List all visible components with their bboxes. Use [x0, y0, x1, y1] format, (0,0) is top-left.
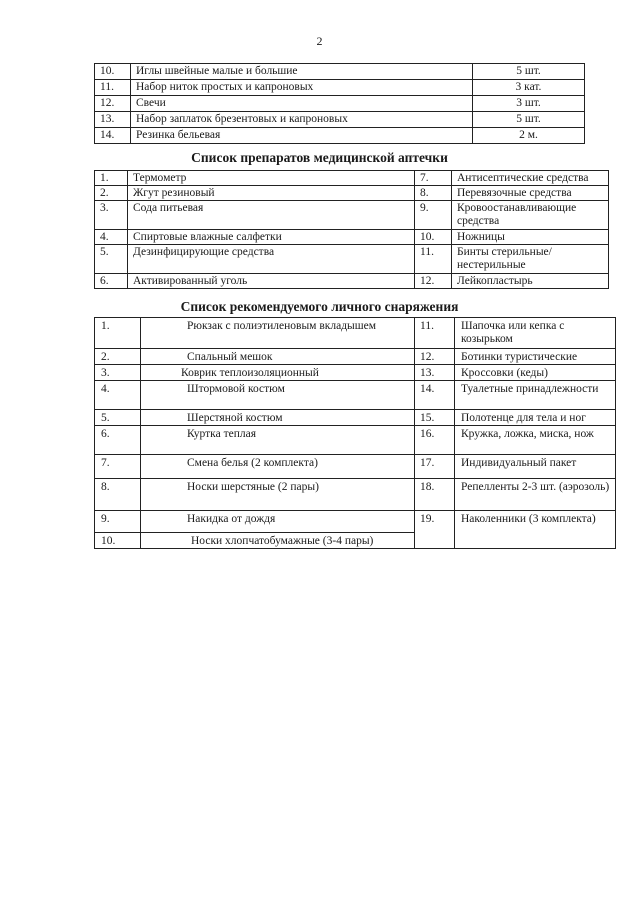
table-row	[95, 318, 616, 349]
item-name: Термометр	[128, 171, 415, 186]
item-quantity: 5 шт.	[473, 112, 585, 128]
table-row	[95, 230, 609, 245]
item-name: Жгут резиновый	[128, 186, 415, 201]
item-name: Дезинфицирующие средства	[128, 245, 415, 274]
item-name: Коврик теплоизоляционный	[141, 365, 415, 381]
row-number: 9.	[415, 201, 452, 230]
item-name: Ножницы	[452, 230, 609, 245]
item-name: Наколенники (3 комплекта)	[455, 511, 616, 549]
table-row	[95, 64, 585, 80]
item-name: Шапочка или кепка с козырьком	[455, 318, 616, 349]
table-row	[95, 245, 609, 274]
row-number: 16.	[415, 426, 455, 455]
row-number: 11.	[95, 80, 131, 96]
row-number: 15.	[415, 410, 455, 426]
row-number: 10.	[415, 230, 452, 245]
row-number: 9.	[95, 511, 141, 533]
table-row	[95, 128, 585, 144]
item-name: Резинка бельевая	[131, 128, 473, 144]
row-number: 6.	[95, 426, 141, 455]
table-row	[95, 274, 609, 289]
row-number: 13.	[95, 112, 131, 128]
row-number: 11.	[415, 318, 455, 349]
row-number: 3.	[95, 201, 128, 230]
row-number: 4.	[95, 381, 141, 410]
item-name: Бинты стерильные/нестерильные	[452, 245, 609, 274]
row-number: 1.	[95, 318, 141, 349]
item-quantity: 2 м.	[473, 128, 585, 144]
item-name: Кроссовки (кеды)	[455, 365, 616, 381]
row-number: 12.	[95, 96, 131, 112]
personal-gear-table	[94, 317, 616, 549]
item-quantity: 5 шт.	[473, 64, 585, 80]
row-number: 19.	[415, 511, 455, 549]
item-quantity: 3 кат.	[473, 80, 585, 96]
row-number: 8.	[95, 479, 141, 511]
table-row	[95, 112, 585, 128]
row-number: 5.	[95, 245, 128, 274]
item-name: Свечи	[131, 96, 473, 112]
medical-kit-table	[94, 170, 609, 289]
item-name: Шерстяной костюм	[141, 410, 415, 426]
table-row	[95, 455, 616, 479]
table-row	[95, 171, 609, 186]
row-number: 5.	[95, 410, 141, 426]
item-name: Кружка, ложка, миска, нож	[455, 426, 616, 455]
table-row	[95, 381, 616, 410]
medical-kit-heading: Список препаратов медицинской аптечки	[191, 150, 448, 165]
item-name: Лейкопластырь	[452, 274, 609, 289]
item-name: Репелленты 2-3 шт. (аэрозоль)	[455, 479, 616, 511]
row-number: 14.	[415, 381, 455, 410]
item-name: Кровоостанавливающие средства	[452, 201, 609, 230]
item-name: Спиртовые влажные салфетки	[128, 230, 415, 245]
item-name: Индивидуальный пакет	[455, 455, 616, 479]
table-row	[95, 96, 585, 112]
page-number: 2	[316, 34, 323, 48]
item-name: Набор заплаток брезентовых и капроновых	[131, 112, 473, 128]
supplies-table	[94, 63, 585, 144]
row-number: 6.	[95, 274, 128, 289]
item-name: Сода питьевая	[128, 201, 415, 230]
item-name: Спальный мешок	[141, 349, 415, 365]
personal-gear-heading: Список рекомендуемого личного снаряжения	[180, 299, 459, 314]
table-row	[95, 186, 609, 201]
row-number: 7.	[95, 455, 141, 479]
row-number: 13.	[415, 365, 455, 381]
row-number: 18.	[415, 479, 455, 511]
item-name: Перевязочные средства	[452, 186, 609, 201]
row-number: 8.	[415, 186, 452, 201]
row-number: 12.	[415, 349, 455, 365]
item-name: Куртка теплая	[141, 426, 415, 455]
item-name: Активированный уголь	[128, 274, 415, 289]
item-name: Носки шерстяные (2 пары)	[141, 479, 415, 511]
item-quantity: 3 шт.	[473, 96, 585, 112]
table-row	[95, 201, 609, 230]
item-name: Ботинки туристические	[455, 349, 616, 365]
item-name: Рюкзак с полиэтиленовым вкладышем	[141, 318, 415, 349]
item-name: Иглы швейные малые и большие	[131, 64, 473, 80]
row-number: 17.	[415, 455, 455, 479]
row-number: 11.	[415, 245, 452, 274]
item-name: Смена белья (2 комплекта)	[141, 455, 415, 479]
table-row	[95, 511, 616, 533]
row-number: 2.	[95, 186, 128, 201]
item-name: Антисептические средства	[452, 171, 609, 186]
row-number: 14.	[95, 128, 131, 144]
row-number: 7.	[415, 171, 452, 186]
row-number: 12.	[415, 274, 452, 289]
item-name: Штормовой костюм	[141, 381, 415, 410]
item-name: Набор ниток простых и капроновых	[131, 80, 473, 96]
table-row	[95, 479, 616, 511]
item-name: Накидка от дождя	[141, 511, 415, 533]
row-number: 1.	[95, 171, 128, 186]
table-row	[95, 426, 616, 455]
row-number: 10.	[95, 64, 131, 80]
item-name: Полотенце для тела и ног	[455, 410, 616, 426]
table-row	[95, 410, 616, 426]
table-row	[95, 365, 616, 381]
row-number: 10.	[95, 533, 141, 549]
item-name: Туалетные принадлежности	[455, 381, 616, 410]
row-number: 3.	[95, 365, 141, 381]
row-number: 2.	[95, 349, 141, 365]
table-row	[95, 349, 616, 365]
table-row	[95, 80, 585, 96]
row-number: 4.	[95, 230, 128, 245]
item-name: Носки хлопчатобумажные (3-4 пары)	[141, 533, 415, 549]
